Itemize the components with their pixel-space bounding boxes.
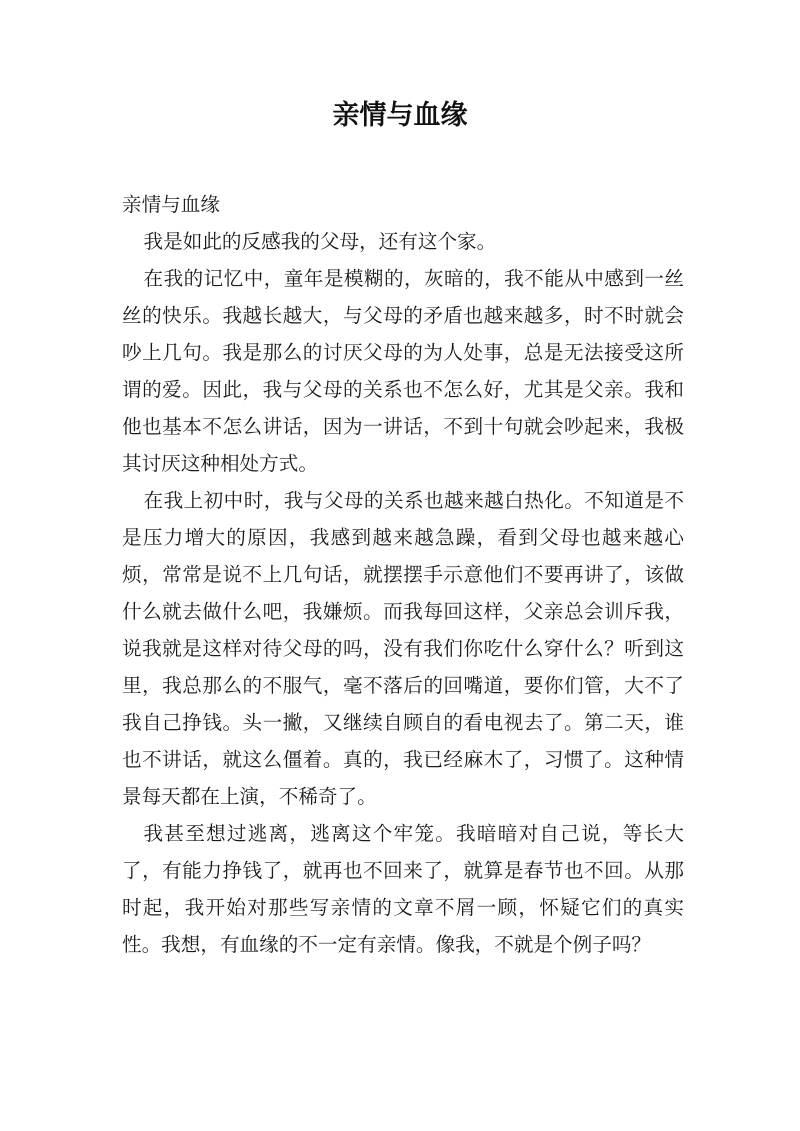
document-title: 亲情与血缘 (332, 100, 468, 131)
paragraph: 在我上初中时，我与父母的关系也越来越白热化。不知道是不是压力增大的原因，我感到越来越急躁，看到父母也越来越心烦，常常是说不上几句话，就摆摆手示意他们不要再讲了，该做什么就去做什么吧，我嫌烦。而我每回这样，父亲总会训斥我，说我就是这样对待父母的吗，没有我们你吃什么穿什么？听到这里，我总那么的不服气，毫不落后的回嘴道，要你们管，大不了我自己挣钱。头一撇，又继续自顾自的看电视去了。第二天，谁也不讲话，就这么僵着。真的，我已经麻木了，习惯了。这种情景每天都在上演，不稀奇了。 (122, 489, 684, 808)
document-body (122, 186, 684, 963)
paragraph: 我甚至想过逃离，逃离这个牢笼。我暗暗对自己说，等长大了，有能力挣钱了，就再也不回来了，就算是春节也不回。从那时起，我开始对那些写亲情的文章不屑一顾，怀疑它们的真实性。我想，有血缘的不一定有亲情。像我，不就是个例子吗？ (122, 822, 684, 956)
document-subheading: 亲情与血缘 (122, 193, 220, 216)
paragraph: 在我的记忆中，童年是模糊的，灰暗的，我不能从中感到一丝丝的快乐。我越长越大，与父母的矛盾也越来越多，时不时就会吵上几句。我是那么的讨厌父母的为人处事，总是无法接受这所谓的爱。因此，我与父母的关系也不怎么好，尤其是父亲。我和他也基本不怎么讲话，因为一讲话，不到十句就会吵起来，我极其讨厌这种相处方式。 (122, 267, 684, 475)
paragraph: 我是如此的反感我的父母，还有这个家。 (143, 230, 497, 253)
